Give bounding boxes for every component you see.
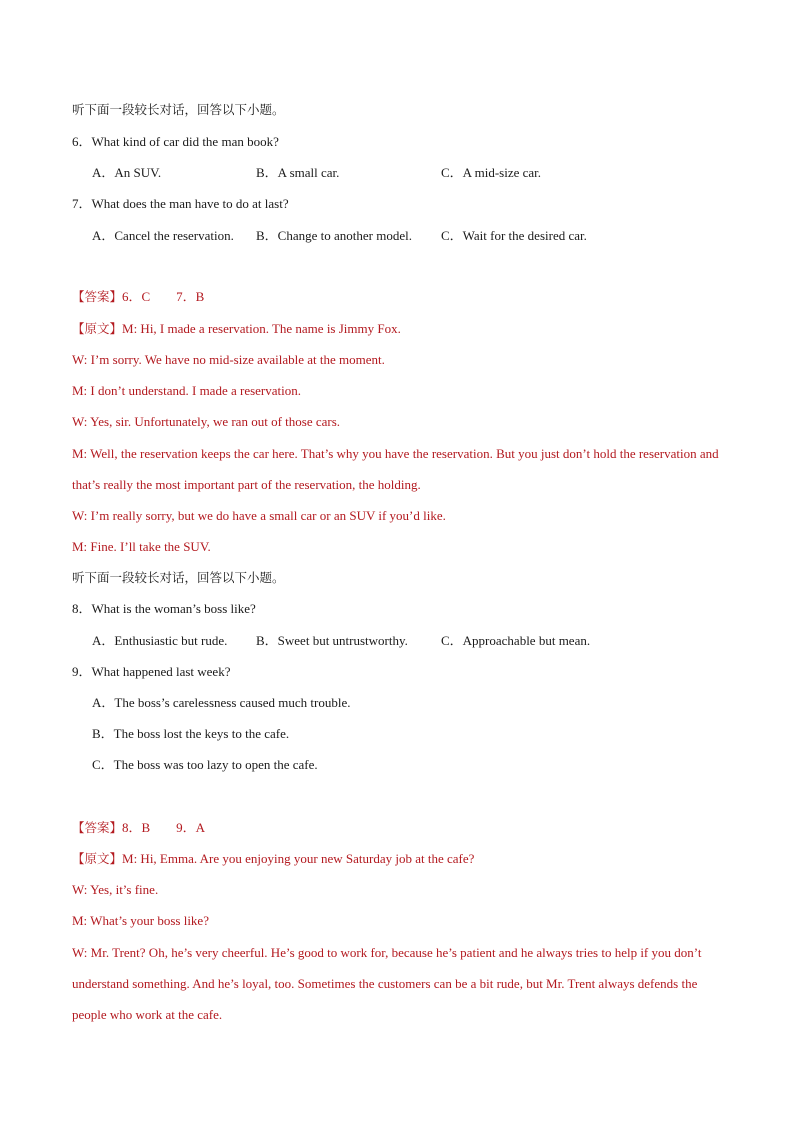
transcript-line: M: Hi, Emma. Are you enjoying your new Saturday job at the cafe?: [122, 851, 475, 866]
transcript-line: W: Yes, it’s fine.: [72, 882, 159, 897]
transcript-first-line: [72, 850, 474, 868]
question-6-option-b: B．A small car.: [256, 165, 340, 180]
section-intro: 听下面一段较长对话，回答以下小题。: [72, 570, 285, 585]
transcript-tag: 【原文】: [72, 321, 123, 336]
transcript-line: W: I’m sorry. We have no mid-size available at the moment.: [72, 352, 385, 367]
question-9-stem: 9．What happened last week?: [72, 664, 231, 679]
answer-line: [72, 288, 204, 306]
question-6-option-a: A．An SUV.: [92, 165, 162, 180]
section-intro: 听下面一段较长对话，回答以下小题。: [72, 102, 285, 117]
answer-text: 8．B 9．A: [122, 820, 206, 835]
transcript-line: W: I’m really sorry, but we do have a small car or an SUV if you’d like.: [72, 508, 446, 523]
question-7-option-b: B．Change to another model.: [256, 228, 412, 243]
question-8-stem: 8．What is the woman’s boss like?: [72, 601, 256, 616]
question-6-option-c: C．A mid-size car.: [441, 165, 542, 180]
question-9-option-b: B．The boss lost the keys to the cafe.: [92, 726, 290, 741]
answer-tag: 【答案】: [72, 289, 123, 304]
question-9-option-c: C．The boss was too lazy to open the cafe.: [92, 757, 318, 772]
answer-text: 6．C 7．B: [122, 289, 205, 304]
answer-line: [72, 819, 205, 837]
question-9-option-a: A．The boss’s carelessness caused much trouble.: [92, 695, 351, 710]
question-6-stem: 6．What kind of car did the man book?: [72, 134, 279, 149]
answer-tag: 【答案】: [72, 820, 123, 835]
transcript-line: W: Yes, sir. Unfortunately, we ran out of those cars.: [72, 414, 341, 429]
question-7-stem: 7．What does the man have to do at last?: [72, 196, 289, 211]
transcript-line: M: Well, the reservation keeps the car here. That’s why you have the reservation. But you just don’t hold the reservation and that’s really the most important part of the reservation, the holding.: [72, 446, 719, 492]
question-7-option-c: C．Wait for the desired car.: [441, 228, 587, 243]
transcript-line: M: What’s your boss like?: [72, 913, 209, 928]
transcript-line: M: Fine. I’ll take the SUV.: [72, 539, 211, 554]
transcript-tag: 【原文】: [72, 851, 123, 866]
transcript-first-line: [72, 320, 401, 338]
question-7-option-a: A．Cancel the reservation.: [92, 228, 234, 243]
question-8-option-b: B．Sweet but untrustworthy.: [256, 633, 408, 648]
transcript-line: W: Mr. Trent? Oh, he’s very cheerful. He’s good to work for, because he’s patient and he always tries to help if you don’t understand something. And he’s loyal, too. Sometimes the customers can be a bit rude, but Mr. Trent always defends the people who work at the cafe.: [72, 945, 702, 1022]
question-8-option-c: C．Approachable but mean.: [441, 633, 591, 648]
question-8-option-a: A．Enthusiastic but rude.: [92, 633, 228, 648]
transcript-line: M: Hi, I made a reservation. The name is Jimmy Fox.: [122, 321, 401, 336]
transcript-line: M: I don’t understand. I made a reservation.: [72, 383, 301, 398]
